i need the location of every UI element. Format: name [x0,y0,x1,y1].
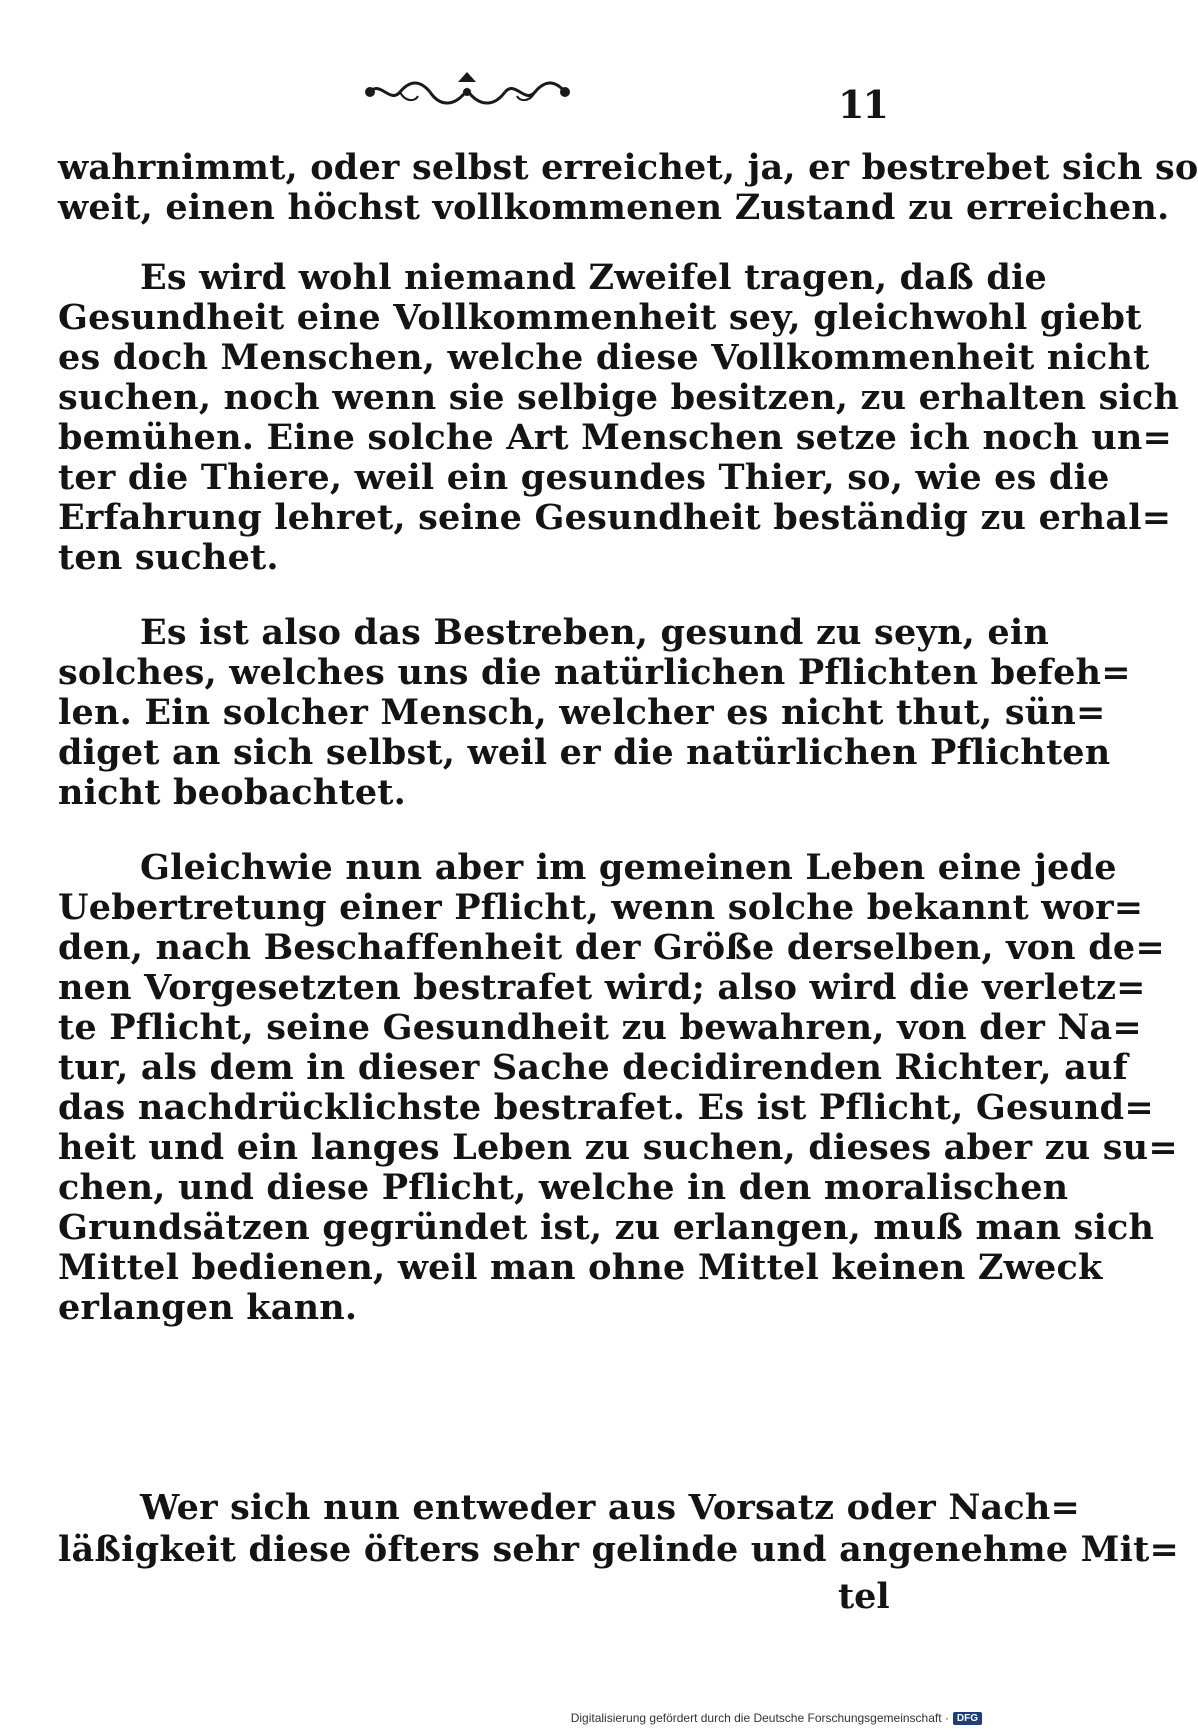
text-line: Uebertretung einer Pflicht, wenn solche bekannt wor= [58,887,1144,928]
text-line: erlangen kann. [58,1287,358,1328]
page-number: 11 [838,82,887,127]
text-line: heit und ein langes Leben zu suchen, dieses aber zu su= [58,1127,1178,1168]
text-line: diget an sich selbst, weil er die natürlichen Pflichten [58,732,1111,773]
text-line: Wer sich nun entweder aus Vorsatz oder Nach= [140,1487,1081,1528]
text-line: len. Ein solcher Mensch, welcher es nicht thut, sün= [58,692,1106,733]
text-line: tur, als dem in dieser Sache decidirenden Richter, auf [58,1047,1128,1088]
text-line: Gleichwie nun aber im gemeinen Leben eine jede [140,847,1117,888]
text-line: solches, welches uns die natürlichen Pflichten befeh= [58,652,1131,693]
text-line: Mittel bedienen, weil man ohne Mittel keinen Zweck [58,1247,1103,1288]
digitization-footer [571,1711,982,1725]
text-line: nicht beobachtet. [58,772,407,813]
text-line: das nachdrücklichste bestrafet. Es ist Pflicht, Gesund= [58,1087,1154,1128]
footer-text: Digitalisierung gefördert durch die Deutsche Forschungsgemeinschaft · [570,1711,949,1725]
text-line: Gesundheit eine Vollkommenheit sey, gleichwohl giebt [58,297,1142,338]
text-line: ten suchet. [58,537,279,578]
text-line: Es wird wohl niemand Zweifel tragen, daß die [140,257,1047,298]
dfg-logo-icon: DFG [953,1712,982,1725]
text-line: ter die Thiere, weil ein gesundes Thier, so, wie es die [58,457,1110,498]
text-line: läßigkeit diese öfters sehr gelinde und angenehme Mit= [58,1529,1180,1570]
text-line: nen Vorgesetzten bestrafet wird; also wird die verletz= [58,967,1146,1008]
text-line: te Pflicht, seine Gesundheit zu bewahren, von der Na= [58,1007,1142,1048]
text-line: den, nach Beschaffenheit der Größe derselben, von de= [58,927,1165,968]
header-ornament-icon [360,62,575,122]
text-line: wahrnimmt, oder selbst erreichet, ja, er bestrebet sich so [58,147,1198,188]
text-line: suchen, noch wenn sie selbige besitzen, zu erhalten sich [58,377,1180,418]
text-line: Erfahrung lehret, seine Gesundheit beständig zu erhal= [58,497,1172,538]
text-line: Es ist also das Bestreben, gesund zu seyn, ein [140,612,1049,653]
text-line: weit, einen höchst vollkommenen Zustand zu erreichen. [58,187,1170,228]
text-line: bemühen. Eine solche Art Menschen setze ich noch un= [58,417,1173,458]
text-line: Grundsätzen gegründet ist, zu erlangen, muß man sich [58,1207,1155,1248]
text-line: chen, und diese Pflicht, welche in den moralischen [58,1167,1069,1208]
text-line: es doch Menschen, welche diese Vollkommenheit nicht [58,337,1150,378]
catchword: tel [838,1576,890,1617]
